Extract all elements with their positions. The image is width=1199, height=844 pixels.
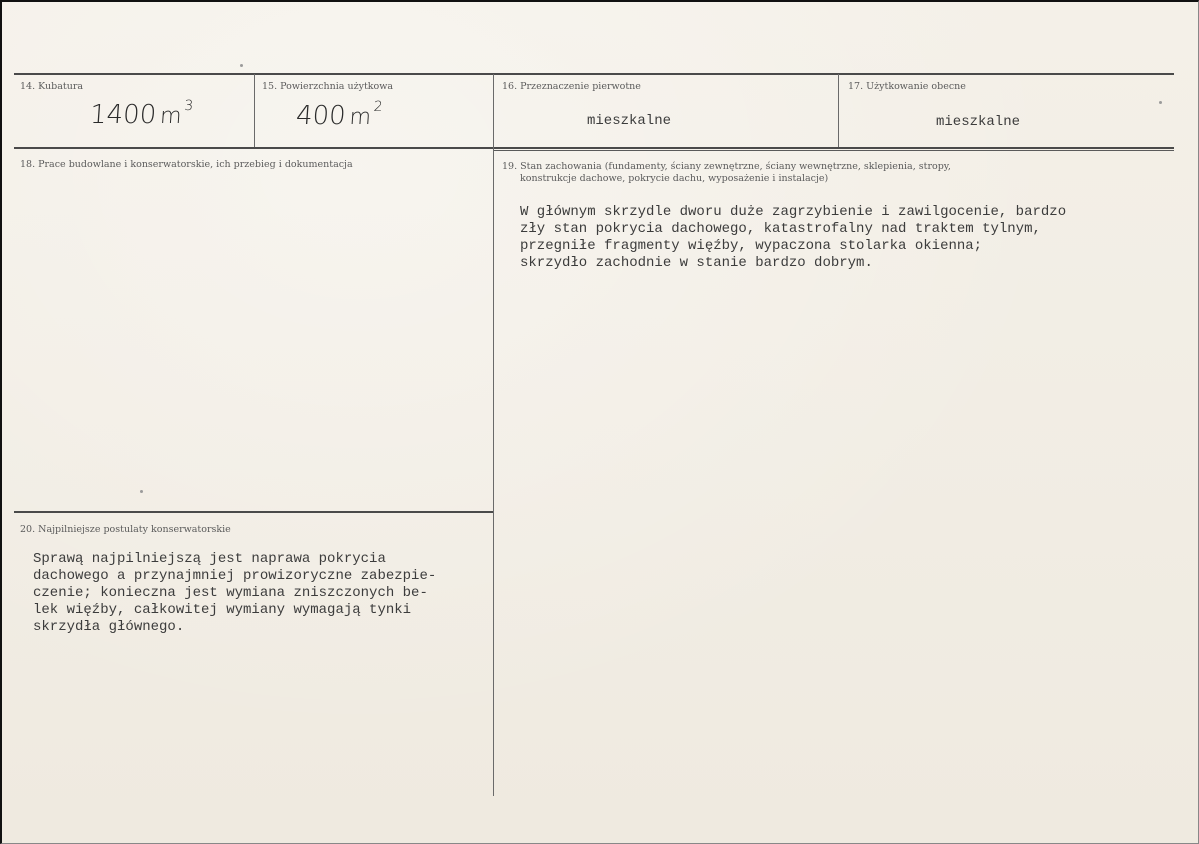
prace-label: 18. Prace budowlane i konserwatorskie, ich przebieg i dokumentacja xyxy=(20,159,353,170)
kubatura-unit: m xyxy=(159,104,183,129)
postulaty-line: dachowego a przynajmniej prowizoryczne zabezpie- xyxy=(33,568,437,584)
stan-label-line1: 19. Stan zachowania (fundamenty, ściany zewnętrzne, ściany wewnętrzne, sklepienia, stropy, xyxy=(502,161,951,172)
powierzchnia-label: 15. Powierzchnia użytkowa xyxy=(262,81,394,92)
uzytkowanie-value: mieszkalne xyxy=(936,114,1021,130)
postulaty-line: Sprawą najpilniejszą jest naprawa pokrycia xyxy=(33,551,386,567)
stan-line: skrzydło zachodnie w stanie bardzo dobrym. xyxy=(520,255,873,271)
row1-bottom-rule xyxy=(14,147,1174,149)
stan-text xyxy=(520,204,1066,272)
paper-speck xyxy=(1159,101,1162,104)
col-divider-main xyxy=(493,74,494,796)
stan-line: zły stan pokrycia dachowego, katastrofalny nad traktem tylnym, xyxy=(520,221,1041,237)
kubatura-value xyxy=(89,100,194,130)
uzytkowanie-label: 17. Użytkowanie obecne xyxy=(848,81,966,92)
powierzchnia-number: 400 xyxy=(294,101,347,131)
kubatura-label: 14. Kubatura xyxy=(20,81,84,92)
przeznaczenie-value: mieszkalne xyxy=(587,113,672,129)
postulaty-line: lek więźby, całkowitej wymiany wymagają tynki xyxy=(33,602,412,618)
postulaty-line: skrzydła głównego. xyxy=(33,619,185,635)
postulaty-text xyxy=(33,551,436,636)
powierzchnia-unit: m xyxy=(348,105,372,130)
kubatura-number: 1400 xyxy=(88,100,158,130)
powierzchnia-value xyxy=(295,101,383,131)
row1-bottom-rule-second xyxy=(494,150,1174,151)
paper-speck xyxy=(240,64,243,67)
paper-speck xyxy=(140,490,143,493)
postulaty-line: czenie; konieczna jest wymiana zniszczonych be- xyxy=(33,585,428,601)
col-divider-1 xyxy=(254,74,255,147)
stan-line: W głównym skrzydle dworu duże zagrzybienie i zawilgocenie, bardzo xyxy=(520,204,1067,220)
postulaty-top-rule xyxy=(14,511,494,513)
stan-label-line2: konstrukcje dachowe, pokrycie dachu, wyposażenie i instalacje) xyxy=(520,173,829,184)
stan-line: przegniłe fragmenty więźby, wypaczona stolarka okienna; xyxy=(520,238,983,254)
top-rule xyxy=(14,73,1174,75)
powierzchnia-exponent: 2 xyxy=(373,99,384,116)
kubatura-exponent: 3 xyxy=(183,98,194,115)
col-divider-3 xyxy=(838,74,839,147)
postulaty-label: 20. Najpilniejsze postulaty konserwatorskie xyxy=(20,524,231,535)
przeznaczenie-label: 16. Przeznaczenie pierwotne xyxy=(502,81,641,92)
